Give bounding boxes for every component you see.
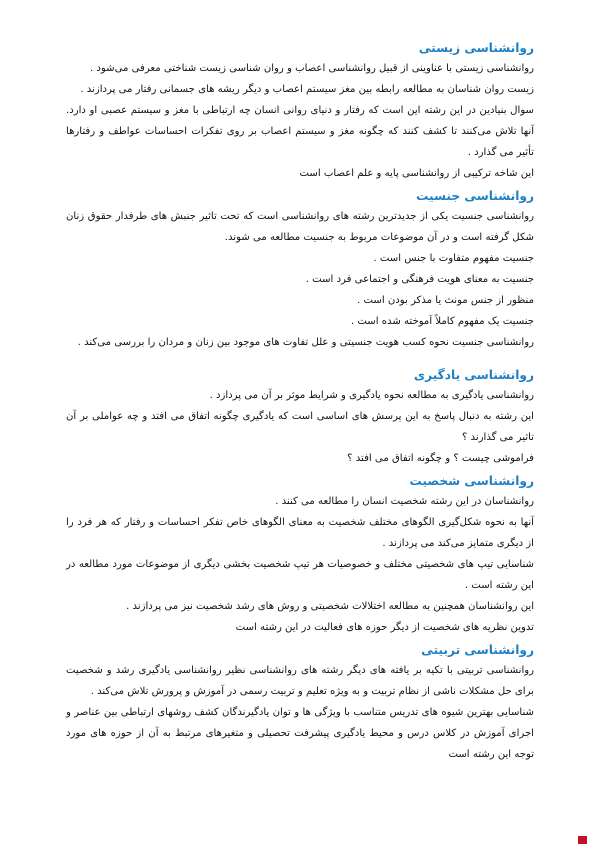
- paragraph: تدوین نظریه های شخصیت از دیگر حوزه های فعالیت در این رشته است: [235, 622, 534, 633]
- section-learning-psychology: [66, 365, 534, 469]
- paragraph: روانشناسی یادگیری به مطالعه نحوه یادگیری و شرایط موثر بر آن می پردازد .: [209, 390, 534, 401]
- section-educational-psychology: [66, 640, 534, 765]
- paragraph: جنسیت مفهوم متفاوت با جنس است .: [373, 253, 534, 264]
- paragraph: روانشناسان در این رشته شخصیت انسان را مطالعه می کنند .: [275, 496, 534, 507]
- section-gender-psychology: [66, 186, 534, 353]
- paragraph: سوال بنیادین در این رشته این است که رفتار و دنیای روانی انسان چه ارتباطی با مغز و سیستم عصبی او دارد. آنها تلاش می‌کنند تا کشف کنند که چگونه مغز و سیستم اعصاب بر روی تفکرات احساسات عواطف و رفتارها تأثیر می گذارد .: [66, 105, 534, 158]
- paragraph: این رشته به دنبال پاسخ به این پرسش های اساسی است که یادگیری چگونه اتفاق می افتد و چه عواملی بر آن تاثیر می گذارند ؟: [66, 411, 534, 443]
- paragraph: روانشناسی تربیتی با تکیه بر یافته های دیگر رشته های روانشناسی نظیر روانشناسی یادگیری رشد و شخصیت برای حل مشکلات ناشی از نظام تربیت و به ویژه تعلیم و تربیت رسمی در آموزش و پرورش تلاش می‌کند .: [66, 665, 534, 697]
- paragraph: جنسیت به معنای هویت فرهنگی و اجتماعی فرد است .: [305, 274, 534, 285]
- page-corner-mark: [578, 836, 587, 844]
- paragraph: این شاخه ترکیبی از روانشناسی پایه و علم اعصاب است: [299, 168, 534, 179]
- section-personality-psychology: [66, 471, 534, 638]
- paragraph: این روانشناسان همچنین به مطالعه اختلالات شخصیتی و روش های رشد شخصیت نیز می پردازند .: [126, 601, 534, 612]
- paragraph: روانشناسی زیستی با عناوینی از قبیل روانشناسی اعصاب و روان شناسی زیست شناختی معرفی می‌شود .: [89, 63, 534, 74]
- paragraph: شناسایی بهترین شیوه های تدریس متناسب با ویژگی ها و توان یادگیرندگان کشف روشهای ارتباطی بین عناصر و اجرای آموزش در کلاس درس و محیط یادگیری پیشرفت تحصیلی و متغیرهای مرتبط به آن از حوزه های مورد توجه این رشته است: [66, 707, 534, 760]
- section-heading: روانشناسی زیستی: [418, 41, 534, 55]
- section-heading: روانشناسی یادگیری: [413, 368, 534, 382]
- section-heading: روانشناسی شخصیت: [409, 474, 534, 488]
- paragraph: روانشناسی جنسیت نحوه کسب هویت جنسیتی و علل تفاوت های موجود بین زنان و مردان را بررسی می‌کند .: [77, 337, 534, 348]
- paragraph: آنها به نحوه شکل‌گیری الگوهای مختلف شخصیت به معنای الگوهای خاص تفکر احساسات و رفتار که هر فرد را از دیگری متمایز می‌کند می پردازند .: [66, 517, 534, 549]
- section-spacer: [66, 355, 534, 365]
- document-body: [66, 38, 534, 767]
- section-biological-psychology: [66, 38, 534, 184]
- paragraph: فراموشی چیست ؟ و چگونه اتفاق می افتد ؟: [347, 453, 534, 464]
- section-heading: روانشناسی جنسیت: [416, 189, 534, 203]
- section-heading: روانشناسی تربیتی: [421, 643, 534, 657]
- paragraph: روانشناسی جنسیت یکی از جدیدترین رشته های روانشناسی است که تحت تاثیر جنبش های طرفدار حقوق زنان شکل گرفته است و در آن موضوعات مربوط به جنسیت مطالعه می شوند.: [66, 211, 534, 243]
- paragraph: زیست روان شناسان به مطالعه رابطه بین مغز سیستم اعصاب و دیگر ریشه های جسمانی رفتار می پردازند .: [80, 84, 534, 95]
- paragraph: جنسیت یک مفهوم کاملاً آموخته شده است .: [350, 316, 534, 327]
- paragraph: شناسایی تیپ های شخصیتی مختلف و خصوصیات هر تیپ شخصیت بخشی دیگری از موضوعات مورد مطالعه در این رشته است .: [66, 559, 534, 591]
- paragraph: منظور از جنس مونث یا مذکر بودن است .: [357, 295, 534, 306]
